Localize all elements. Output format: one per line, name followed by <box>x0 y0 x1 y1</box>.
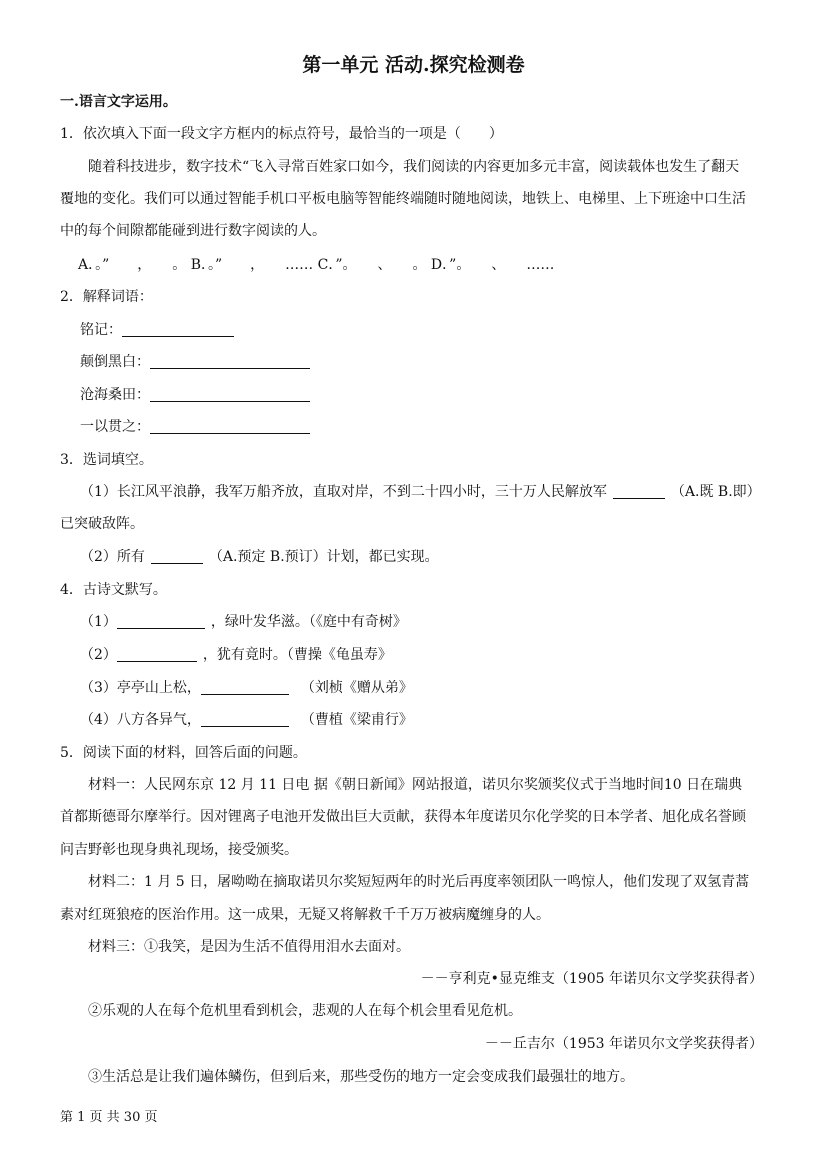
q3-item-1 <box>80 482 761 502</box>
q3-answer-blank[interactable] <box>613 484 665 499</box>
q4-item-3: （3）亭亭山上松， （刘桢《赠从弟》 <box>80 680 413 696</box>
q4-item-4: （4）八方各异气， （曹植《梁甫行》 <box>80 712 413 728</box>
q3-stem: 3．选词填空。 <box>60 452 153 468</box>
q2-term: 颠倒黑白： <box>80 354 150 370</box>
q1-options[interactable]: A．。” ， 。 B．。” ， …… C．”。 、 。 D．”。 、 …… <box>78 257 555 273</box>
q1-passage-line: 中的每个间隙都能碰到进行数字阅读的人。 <box>60 223 326 239</box>
q1-passage-line: 随着科技进步，数字技术“飞入寻常百姓家口如今，我们阅读的内容更加多元丰富，阅读载体也发生了翻天 <box>88 159 740 175</box>
q2-item-mingji <box>80 320 234 340</box>
q1-passage-line: 覆地的变化。我们可以通过智能手机口平板电脑等智能终端随时随地阅读，地铁上、电梯里、上下班途中口生活 <box>60 191 746 207</box>
q2-term: 沧海桑田： <box>80 387 150 403</box>
q2-item-canghai <box>80 385 310 405</box>
q3-item-2-text: （2）所有 <box>80 549 145 565</box>
q4-item-1: （1） ，绿叶发华滋。（《庭中有奇树》 <box>80 614 407 630</box>
q1-stem: 1．依次填入下面一段文字方框内的标点符号，最恰当的一项是（ ） <box>60 126 503 142</box>
q2-item-diandao <box>80 352 310 372</box>
q2-term: 铭记： <box>80 322 122 338</box>
q4-stem: 4．古诗文默写。 <box>60 582 167 598</box>
q4-answer-blank[interactable] <box>117 614 205 629</box>
q5-material-3-source-1: －－亨利克•显克维支（1905 年诺贝尔文学奖获得者） <box>420 971 763 987</box>
q2-term: 一以贯之： <box>80 419 150 435</box>
q3-item-2-choices: （A.预定 B.预订）计划，都已实现。 <box>208 549 439 565</box>
section-heading: 一.语言文字运用。 <box>60 94 177 110</box>
q5-material-3-quote-1: 材料三：①我笑，是因为生活不值得用泪水去面对。 <box>88 939 410 955</box>
q2-answer-blank[interactable] <box>150 419 310 434</box>
q5-material-1-line: 问吉野彰也现身典礼现场，接受颁奖。 <box>60 842 298 858</box>
q3-item-1-cont: 已突破敌阵。 <box>60 516 144 532</box>
q2-answer-blank[interactable] <box>150 387 310 402</box>
q4-answer-blank[interactable] <box>117 647 197 662</box>
q3-item-2 <box>80 547 439 567</box>
q2-item-yiyi <box>80 417 310 437</box>
page-footer: 第 1 页 共 30 页 <box>60 1110 158 1125</box>
q5-material-3-source-2: －－丘吉尔（1953 年诺贝尔文学奖获得者） <box>484 1036 763 1052</box>
q2-answer-blank[interactable] <box>150 354 310 369</box>
q5-material-3-quote-2: ②乐观的人在每个危机里看到机会，悲观的人在每个机会里看见危机。 <box>88 1003 522 1019</box>
q5-material-3-quote-3: ③生活总是让我们遍体鳞伤，但到后来，那些受伤的地方一定会变成我们最强壮的地方。 <box>88 1069 634 1085</box>
q2-stem: 2．解释词语： <box>60 289 153 305</box>
q4-answer-blank[interactable] <box>201 680 289 695</box>
q3-answer-blank[interactable] <box>151 549 203 564</box>
q3-item-1-text: （1）长江风平浪静，我军万船齐放，直取对岸，不到二十四小时，三十万人民解放军 <box>80 484 607 500</box>
q4-answer-blank[interactable] <box>201 712 289 727</box>
q3-item-1-choices: （A.既 B.即） <box>670 484 761 500</box>
q2-answer-blank[interactable] <box>122 322 234 337</box>
q5-material-2-line: 素对红斑狼疮的医治作用。这一成果，无疑又将解救千千万万被病魔缠身的人。 <box>60 907 550 923</box>
q5-material-1-line: 首都斯德哥尔摩举行。因对锂离子电池开发做出巨大贡献，获得本年度诺贝尔化学奖的日本学者、旭化成名誉顾 <box>60 809 746 825</box>
q5-material-1-line: 材料一：人民网东京 12 月 11 日电 据《朝日新闻》网站报道，诺贝尔奖颁奖仪式于当地时间10 日在瑞典 <box>88 777 743 793</box>
q5-stem: 5．阅读下面的材料，回答后面的问题。 <box>60 745 307 761</box>
q4-item-2: （2） ，犹有竟时。（曹操《龟虽寿》 <box>80 647 392 663</box>
page-title: 第一单元 活动.探究检测卷 <box>302 54 525 76</box>
q5-material-2-line: 材料二：1 月 5 日，屠呦呦在摘取诺贝尔奖短短两年的时光后再度率领团队一鸣惊人，他们发现了双氢青蒿 <box>88 874 750 890</box>
